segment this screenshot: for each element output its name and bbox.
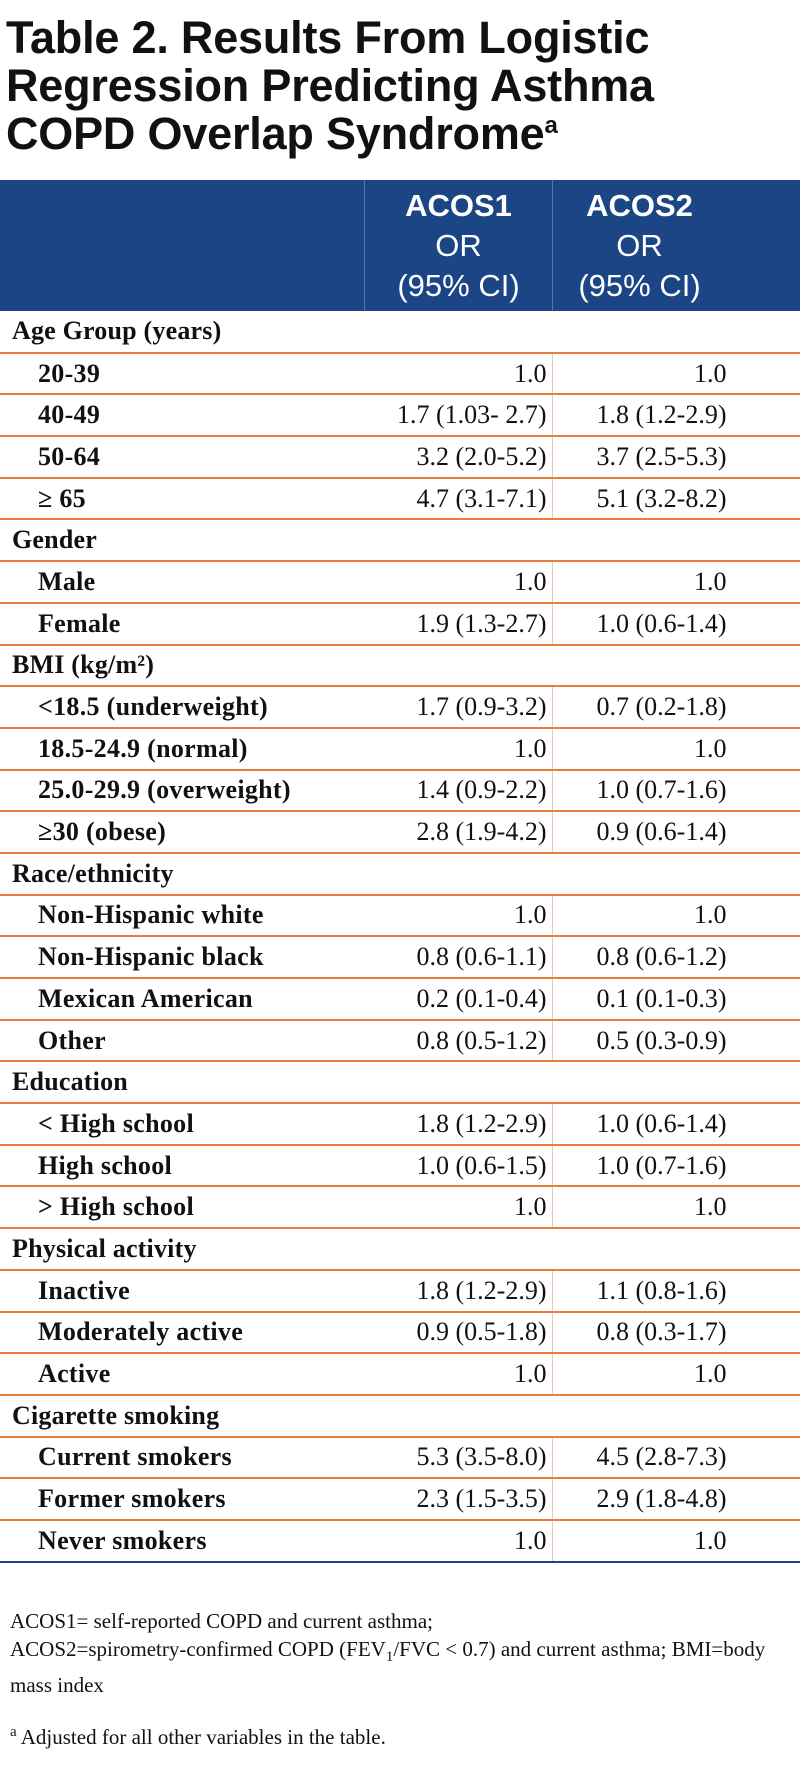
table-row bbox=[0, 811, 800, 853]
row-label: Moderately active bbox=[0, 1312, 364, 1354]
footnote-sub: 1 bbox=[385, 1649, 394, 1666]
header-acos2 bbox=[552, 180, 800, 311]
acos2-value: 1.0 bbox=[694, 733, 727, 763]
acos2-value: 0.7 (0.2-1.8) bbox=[596, 692, 727, 722]
table-row bbox=[0, 1478, 800, 1520]
table-header-row bbox=[0, 180, 800, 311]
section-title: Age Group (years) bbox=[12, 316, 222, 346]
row-label: ≥ 65 bbox=[0, 478, 364, 520]
row-label: 20-39 bbox=[0, 353, 364, 395]
section-header-row bbox=[0, 1228, 800, 1270]
row-label: Inactive bbox=[0, 1270, 364, 1312]
section-header-row bbox=[0, 1061, 800, 1103]
results-table bbox=[0, 180, 800, 1563]
acos2-cell bbox=[552, 1520, 800, 1562]
section-title: Race/ethnicity bbox=[0, 853, 800, 895]
row-label: 18.5-24.9 (normal) bbox=[0, 728, 364, 770]
acos2-value: 1.8 (1.2-2.9) bbox=[596, 400, 727, 430]
acos2-value: 5.1 (3.2-8.2) bbox=[596, 483, 727, 513]
row-label: 40-49 bbox=[0, 394, 364, 436]
acos2-value: 1.0 bbox=[694, 1525, 727, 1555]
header-acos1-name: ACOS1 bbox=[405, 187, 512, 223]
acos2-cell bbox=[552, 895, 800, 937]
acos2-cell bbox=[552, 1270, 800, 1312]
acos1-value: 1.4 (0.9-2.2) bbox=[364, 770, 552, 812]
acos2-cell bbox=[552, 686, 800, 728]
acos2-cell bbox=[552, 353, 800, 395]
acos1-value: 0.8 (0.6-1.1) bbox=[364, 936, 552, 978]
table-row bbox=[0, 1312, 800, 1354]
acos1-value: 2.3 (1.5-3.5) bbox=[364, 1478, 552, 1520]
acos2-value: 1.0 (0.7-1.6) bbox=[596, 1150, 727, 1180]
table-row bbox=[0, 895, 800, 937]
table-row bbox=[0, 478, 800, 520]
footnote-part1: ACOS1= self-reported COPD and current asthma; bbox=[10, 1609, 434, 1633]
table-row bbox=[0, 936, 800, 978]
table-row bbox=[0, 686, 800, 728]
adjustment-note bbox=[10, 1718, 790, 1751]
row-label: < High school bbox=[0, 1103, 364, 1145]
acos2-value: 1.0 (0.6-1.4) bbox=[596, 608, 727, 638]
acos2-cell bbox=[552, 936, 800, 978]
row-label: <18.5 (underweight) bbox=[0, 686, 364, 728]
acos2-cell bbox=[552, 1478, 800, 1520]
section-title: Physical activity bbox=[0, 1228, 800, 1270]
acos2-value: 0.1 (0.1-0.3) bbox=[596, 983, 727, 1013]
table-row bbox=[0, 770, 800, 812]
acos1-value: 1.0 bbox=[364, 353, 552, 395]
row-label: 25.0-29.9 (overweight) bbox=[0, 770, 364, 812]
section-header-row bbox=[0, 311, 800, 353]
section-title: Cigarette smoking bbox=[0, 1395, 800, 1437]
acos1-value: 1.0 bbox=[364, 1186, 552, 1228]
acos2-value: 1.0 bbox=[694, 1359, 727, 1389]
acos2-cell bbox=[552, 1312, 800, 1354]
acos2-cell bbox=[552, 561, 800, 603]
section-header-row bbox=[0, 853, 800, 895]
acos2-value: 0.9 (0.6-1.4) bbox=[596, 817, 727, 847]
acos1-value: 2.8 (1.9-4.2) bbox=[364, 811, 552, 853]
acos2-value: 1.1 (0.8-1.6) bbox=[596, 1275, 727, 1305]
section-title: Education bbox=[0, 1061, 800, 1103]
acos2-value: 1.0 bbox=[694, 1192, 727, 1222]
acos2-value: 1.0 bbox=[694, 900, 727, 930]
acos1-value: 1.0 bbox=[364, 728, 552, 770]
header-empty-cell bbox=[0, 180, 364, 311]
acos1-value: 1.0 bbox=[364, 561, 552, 603]
acos2-cell bbox=[552, 1353, 800, 1395]
acos1-value: 1.8 (1.2-2.9) bbox=[364, 1103, 552, 1145]
acos2-cell bbox=[552, 811, 800, 853]
acos2-cell bbox=[552, 603, 800, 645]
row-label: ≥30 (obese) bbox=[0, 811, 364, 853]
row-label: Female bbox=[0, 603, 364, 645]
table-row bbox=[0, 1103, 800, 1145]
table-body bbox=[0, 311, 800, 1562]
acos2-cell bbox=[552, 1437, 800, 1479]
footnote-part2: ACOS2=spirometry-confirmed COPD (FEV bbox=[10, 1637, 386, 1661]
acos1-value: 0.9 (0.5-1.8) bbox=[364, 1312, 552, 1354]
acos2-value: 3.7 (2.5-5.3) bbox=[596, 441, 727, 471]
table-row bbox=[0, 1437, 800, 1479]
acos1-value: 1.7 (1.03- 2.7) bbox=[364, 394, 552, 436]
acos2-cell bbox=[552, 436, 800, 478]
table-row bbox=[0, 394, 800, 436]
acos1-value: 1.7 (0.9-3.2) bbox=[364, 686, 552, 728]
acos2-value: 0.5 (0.3-0.9) bbox=[596, 1025, 727, 1055]
note-marker: a bbox=[10, 1724, 17, 1740]
table-row bbox=[0, 728, 800, 770]
acos1-value: 1.9 (1.3-2.7) bbox=[364, 603, 552, 645]
acos2-cell bbox=[552, 728, 800, 770]
row-label: Never smokers bbox=[0, 1520, 364, 1562]
acos1-value: 0.8 (0.5-1.2) bbox=[364, 1020, 552, 1062]
table-row bbox=[0, 1270, 800, 1312]
acos2-value: 4.5 (2.8-7.3) bbox=[596, 1442, 727, 1472]
acos1-value: 0.2 (0.1-0.4) bbox=[364, 978, 552, 1020]
row-label: Male bbox=[0, 561, 364, 603]
table-row bbox=[0, 436, 800, 478]
acos1-value: 1.0 bbox=[364, 895, 552, 937]
acos2-cell bbox=[552, 394, 800, 436]
acos1-value: 5.3 (3.5-8.0) bbox=[364, 1437, 552, 1479]
header-acos1-ci: (95% CI) bbox=[397, 267, 520, 303]
acos2-cell bbox=[552, 1145, 800, 1187]
row-label: > High school bbox=[0, 1186, 364, 1228]
note-text: Adjusted for all other variables in the table. bbox=[16, 1725, 386, 1749]
acos1-value: 1.0 bbox=[364, 1520, 552, 1562]
section-title: Gender bbox=[0, 519, 800, 561]
section-title: BMI (kg/m²) bbox=[0, 645, 800, 687]
table-row bbox=[0, 561, 800, 603]
acos1-value: 1.0 (0.6-1.5) bbox=[364, 1145, 552, 1187]
acos1-value: 4.7 (3.1-7.1) bbox=[364, 478, 552, 520]
table-row bbox=[0, 1186, 800, 1228]
row-label: Active bbox=[0, 1353, 364, 1395]
header-acos2-or: OR bbox=[616, 227, 663, 263]
acos2-cell bbox=[552, 770, 800, 812]
row-label: Other bbox=[0, 1020, 364, 1062]
table-row bbox=[0, 1353, 800, 1395]
acos2-cell bbox=[552, 1186, 800, 1228]
acos2-value: 1.0 bbox=[694, 566, 727, 596]
acos2-cell bbox=[552, 978, 800, 1020]
acos2-value: 2.9 (1.8-4.8) bbox=[596, 1484, 727, 1514]
row-label: Mexican American bbox=[0, 978, 364, 1020]
acos2-value: 0.8 (0.6-1.2) bbox=[596, 942, 727, 972]
table-row bbox=[0, 1145, 800, 1187]
section-header-row bbox=[0, 645, 800, 687]
acos1-value: 3.2 (2.0-5.2) bbox=[364, 436, 552, 478]
header-acos2-name: ACOS2 bbox=[586, 187, 693, 223]
row-label: Former smokers bbox=[0, 1478, 364, 1520]
table-title-text: Table 2. Results From Logistic Regression Predicting Asthma COPD Overlap Syndrome bbox=[6, 12, 654, 159]
acos2-value: 1.0 (0.6-1.4) bbox=[596, 1108, 727, 1138]
row-label: High school bbox=[0, 1145, 364, 1187]
table-row bbox=[0, 1020, 800, 1062]
table-row bbox=[0, 353, 800, 395]
acos2-value: 1.0 bbox=[694, 358, 727, 388]
acos2-cell bbox=[552, 1020, 800, 1062]
row-label: Current smokers bbox=[0, 1437, 364, 1479]
header-acos1-or: OR bbox=[435, 227, 482, 263]
section-header-row bbox=[0, 519, 800, 561]
table-row bbox=[0, 978, 800, 1020]
header-acos1 bbox=[364, 180, 552, 311]
acos2-value: 0.8 (0.3-1.7) bbox=[596, 1317, 727, 1347]
acos2-cell bbox=[552, 1103, 800, 1145]
header-acos2-ci: (95% CI) bbox=[578, 267, 701, 303]
row-label: Non-Hispanic black bbox=[0, 936, 364, 978]
acos1-value: 1.0 bbox=[364, 1353, 552, 1395]
table-row bbox=[0, 1520, 800, 1562]
acos2-cell bbox=[552, 478, 800, 520]
title-footnote-marker: a bbox=[544, 112, 558, 139]
section-header-row bbox=[0, 1395, 800, 1437]
table-row bbox=[0, 603, 800, 645]
row-label: 50-64 bbox=[0, 436, 364, 478]
table-footnote bbox=[10, 1607, 790, 1699]
footnote-part3: /FVC < 0.7) and current asthma; BMI=body mass index bbox=[10, 1637, 766, 1698]
row-label: Non-Hispanic white bbox=[0, 895, 364, 937]
acos2-value: 1.0 (0.7-1.6) bbox=[596, 775, 727, 805]
acos1-value: 1.8 (1.2-2.9) bbox=[364, 1270, 552, 1312]
table-title bbox=[6, 14, 794, 158]
